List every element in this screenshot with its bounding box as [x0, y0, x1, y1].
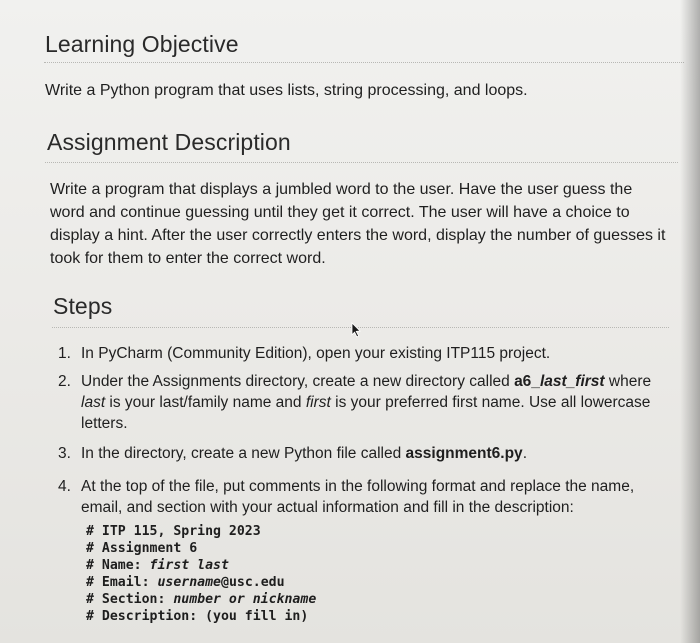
step-item — [48, 443, 658, 464]
step-text — [81, 392, 658, 413]
directory-name-separator: _ — [566, 373, 576, 390]
step-text-part: where — [604, 373, 652, 390]
steps-heading: Steps — [53, 293, 113, 319]
file-name: assignment6.py — [405, 445, 523, 462]
step-item — [48, 343, 658, 364]
description-line: display a hint. After the user correctly enters the word, display the number of guesses it — [50, 227, 666, 244]
step-text: email, and section with your actual information and fill in the description: — [81, 499, 574, 516]
photo-edge-shadow — [680, 0, 700, 643]
step-text-emphasis: first — [305, 394, 331, 411]
learning-objective-heading: Learning Objective — [45, 31, 239, 57]
steps-list — [48, 342, 658, 518]
step-number: 3. — [58, 445, 71, 462]
directory-name-last: last — [539, 373, 567, 390]
code-placeholder: first last — [149, 557, 229, 573]
description-line: took for them to enter the correct word. — [50, 250, 326, 267]
code-placeholder: number or nickname — [173, 591, 317, 607]
section-divider — [45, 162, 678, 163]
step-text: In PyCharm (Community Edition), open your existing ITP115 project. — [81, 345, 551, 362]
step-text-part: Under the Assignments directory, create a new directory called — [81, 373, 515, 390]
code-line — [86, 575, 316, 592]
code-text: # Name: — [86, 557, 150, 573]
step-text-part: In the directory, create a new Python file called — [81, 445, 406, 462]
step-text — [81, 443, 658, 464]
code-line — [86, 592, 316, 609]
step-text-part: is your last/family name and — [105, 394, 306, 411]
assignment-description-heading: Assignment Description — [47, 129, 291, 155]
step-text-emphasis: last — [81, 394, 106, 411]
directory-name-prefix: a6_ — [514, 373, 540, 390]
code-line: # Assignment 6 — [86, 540, 198, 556]
step-text — [81, 371, 658, 392]
directory-name — [514, 373, 605, 390]
code-line: # Description: (you fill in) — [86, 608, 309, 624]
step-number: 2. — [58, 373, 71, 390]
description-line: word and continue guessing until they get it correct. The user will have a choice to — [50, 204, 630, 221]
code-line — [86, 558, 316, 575]
step-text: At the top of the file, put comments in the following format and replace the name, — [81, 478, 635, 495]
step-item — [48, 371, 658, 434]
step-text: letters. — [81, 415, 128, 432]
code-text: # Section: — [86, 591, 174, 607]
step-text-part: is your preferred first name. Use all lowercase — [330, 394, 651, 411]
code-text: @usc.edu — [221, 574, 285, 590]
step-text-part: . — [522, 445, 527, 462]
code-block — [86, 524, 316, 625]
code-line: # ITP 115, Spring 2023 — [86, 524, 261, 539]
assignment-description-text — [50, 178, 680, 270]
step-item — [48, 476, 658, 518]
section-divider — [44, 62, 684, 63]
step-number: 4. — [58, 478, 71, 495]
step-number: 1. — [58, 345, 71, 362]
mouse-pointer-icon — [350, 322, 362, 338]
directory-name-first: first — [575, 373, 605, 390]
learning-objective-text: Write a Python program that uses lists, string processing, and loops. — [45, 82, 528, 99]
code-placeholder: username — [157, 574, 221, 590]
code-text: # Email: — [86, 574, 158, 590]
description-line: Write a program that displays a jumbled word to the user. Have the user guess the — [50, 181, 633, 198]
